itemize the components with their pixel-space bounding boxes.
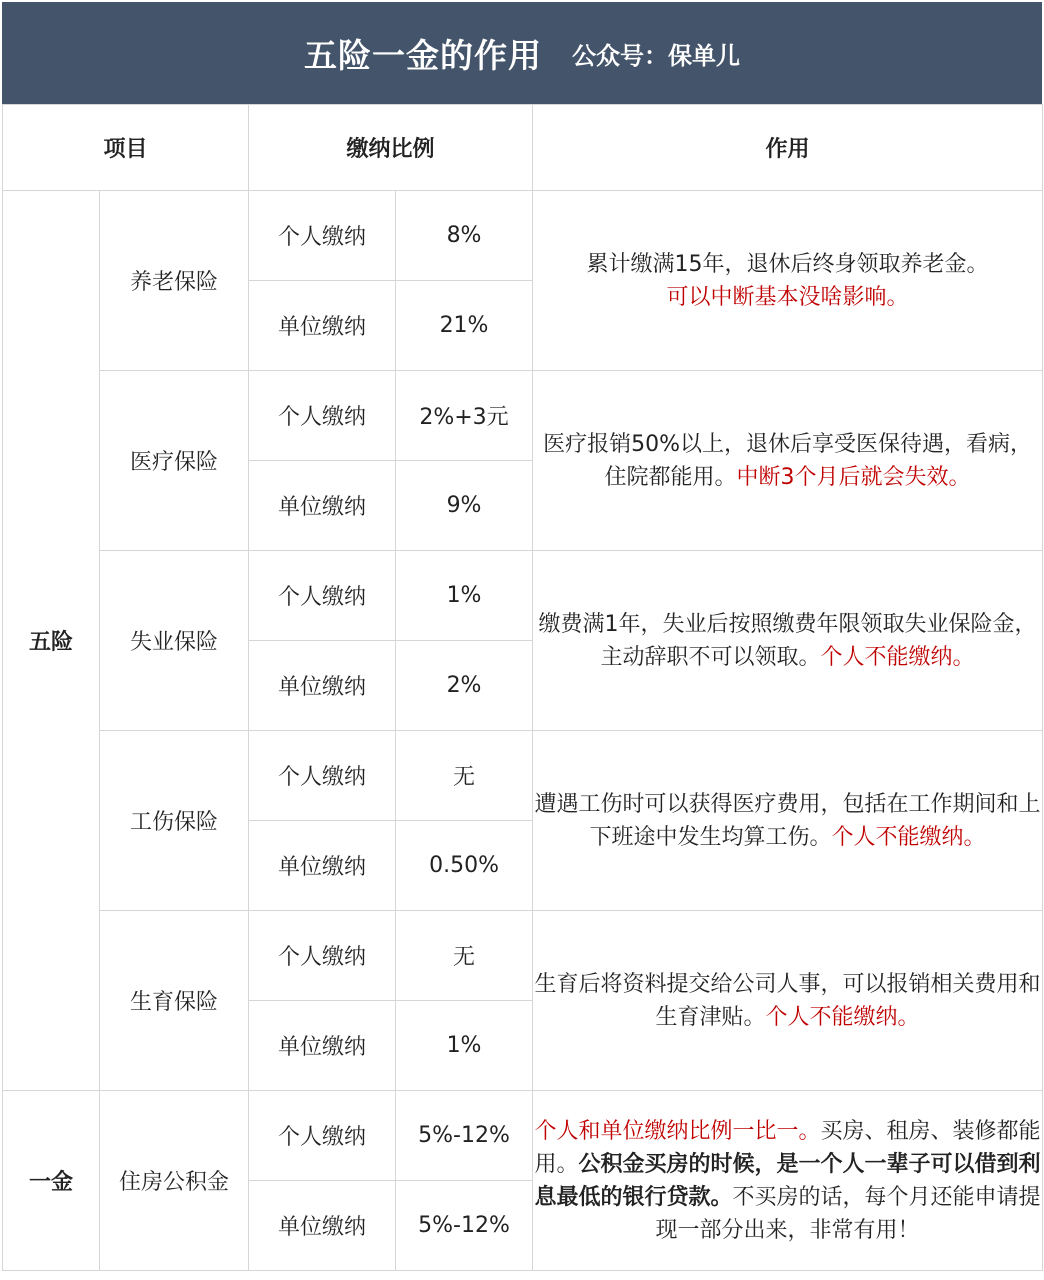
personal-ratio: 无 <box>396 731 533 821</box>
company-label: 单位缴纳 <box>249 1181 396 1271</box>
company-ratio: 1% <box>396 1001 533 1091</box>
effect-description <box>533 191 1043 371</box>
insurance-name: 生育保险 <box>100 911 249 1091</box>
personal-label: 个人缴纳 <box>249 191 396 281</box>
account-label: 公众号：保单儿 <box>572 41 740 70</box>
desc-text: 医疗报销50%以上，退休后享受医保待遇，看病，住院都能用。 <box>543 431 1032 490</box>
company-label: 单位缴纳 <box>249 641 396 731</box>
desc-text: 缴费满1年，失业后按照缴费年限领取失业保险金，主动辞职不可以领取。 <box>538 611 1037 670</box>
group-label-yijin: 一金 <box>3 1091 100 1271</box>
table-row <box>3 911 1043 1001</box>
page-title: 五险一金的作用 <box>304 35 542 75</box>
effect-description <box>533 371 1043 551</box>
table-header-row <box>3 105 1043 191</box>
table-row <box>3 1091 1043 1181</box>
company-ratio: 0.50% <box>396 821 533 911</box>
table-row <box>3 731 1043 821</box>
desc-warning: 中断3个月后就会失效。 <box>736 464 971 490</box>
column-header-ratio: 缴纳比例 <box>249 105 533 191</box>
personal-ratio: 2%+3元 <box>396 371 533 461</box>
personal-ratio: 1% <box>396 551 533 641</box>
effect-description <box>533 551 1043 731</box>
effect-description <box>533 731 1043 911</box>
personal-ratio: 无 <box>396 911 533 1001</box>
personal-label: 个人缴纳 <box>249 371 396 461</box>
company-ratio: 2% <box>396 641 533 731</box>
personal-label: 个人缴纳 <box>249 911 396 1001</box>
effect-description <box>533 1091 1043 1271</box>
company-ratio: 21% <box>396 281 533 371</box>
personal-ratio: 5%-12% <box>396 1091 533 1181</box>
desc-text: 累计缴满15年，退休后终身领取养老金。 <box>586 251 989 277</box>
company-label: 单位缴纳 <box>249 461 396 551</box>
column-header-item: 项目 <box>3 105 249 191</box>
desc-emphasis: 公积金买房的时候，是一个人一辈子可以借到利息最低的银行贷款。 <box>534 1151 1041 1210</box>
insurance-name: 医疗保险 <box>100 371 249 551</box>
personal-label: 个人缴纳 <box>249 1091 396 1181</box>
company-ratio: 9% <box>396 461 533 551</box>
table-row <box>3 551 1043 641</box>
company-label: 单位缴纳 <box>249 1001 396 1091</box>
table-row <box>3 191 1043 281</box>
desc-text: 买房、租房、装修都能用。 <box>534 1118 1041 1177</box>
personal-ratio: 8% <box>396 191 533 281</box>
company-ratio: 5%-12% <box>396 1181 533 1271</box>
desc-warning: 个人和单位缴纳比例一比一。 <box>534 1118 821 1144</box>
personal-label: 个人缴纳 <box>249 551 396 641</box>
title-banner <box>2 2 1042 104</box>
insurance-table <box>2 104 1043 1271</box>
desc-warning: 个人不能缴纳。 <box>820 644 975 670</box>
column-header-effect: 作用 <box>533 105 1043 191</box>
desc-warning: 个人不能缴纳。 <box>831 824 986 850</box>
table-row <box>3 371 1043 461</box>
personal-label: 个人缴纳 <box>249 731 396 821</box>
desc-text: 遭遇工伤时可以获得医疗费用，包括在工作期间和上下班途中发生均算工伤。 <box>534 791 1041 850</box>
insurance-name: 工伤保险 <box>100 731 249 911</box>
effect-description <box>533 911 1043 1091</box>
desc-warning: 可以中断基本没啥影响。 <box>666 284 909 310</box>
desc-text: 生育后将资料提交给公司人事，可以报销相关费用和生育津贴。 <box>534 971 1041 1030</box>
company-label: 单位缴纳 <box>249 821 396 911</box>
desc-text: 不买房的话，每个月还能申请提现一部分出来，非常有用！ <box>655 1184 1041 1243</box>
desc-warning: 个人不能缴纳。 <box>765 1004 920 1030</box>
insurance-name: 养老保险 <box>100 191 249 371</box>
company-label: 单位缴纳 <box>249 281 396 371</box>
insurance-name: 失业保险 <box>100 551 249 731</box>
insurance-name: 住房公积金 <box>100 1091 249 1271</box>
group-label-wuxian: 五险 <box>3 191 100 1091</box>
